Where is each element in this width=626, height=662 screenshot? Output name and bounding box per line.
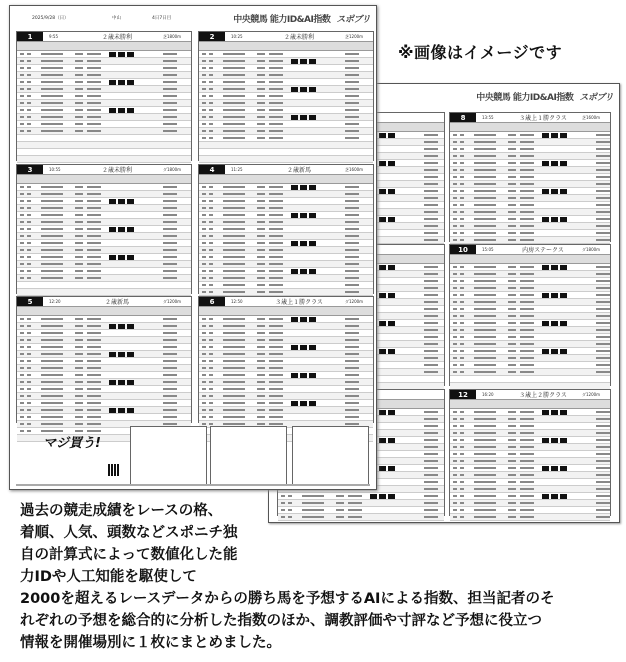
table-row: [199, 400, 373, 407]
table-header: [199, 41, 373, 51]
brand-logo: スポブリ: [336, 14, 370, 25]
description-body: [20, 588, 620, 654]
table-row: [17, 51, 191, 58]
table-row: [199, 156, 373, 163]
table-row: [17, 212, 191, 219]
table-row: [17, 219, 191, 226]
race-rows: [199, 51, 373, 177]
pick-box-2: [210, 426, 287, 486]
table-row: [17, 58, 191, 65]
back-sheet-brand: [359, 90, 613, 103]
table-row: [199, 254, 373, 261]
race-class: ３歳上２勝クラス: [519, 392, 567, 399]
table-row: [17, 386, 191, 393]
race-number: 1: [17, 32, 43, 41]
race-number: 4: [199, 165, 225, 174]
table-row: [199, 365, 373, 372]
table-row: [450, 500, 610, 507]
table-row: [199, 386, 373, 393]
table-header: [199, 306, 373, 316]
table-row: [450, 334, 610, 341]
race-number: 5: [17, 297, 43, 306]
table-row: [199, 205, 373, 212]
race-time: 10:25: [231, 34, 243, 39]
table-row: [17, 93, 191, 100]
race-number: 12: [450, 390, 476, 399]
table-row: [450, 181, 610, 188]
race-class: ２歳未勝利: [283, 34, 314, 41]
table-row: [450, 444, 610, 451]
race-class: ２歳未勝利: [101, 167, 132, 174]
table-row: [450, 271, 610, 278]
table-row: [450, 306, 610, 313]
table-row: [199, 212, 373, 219]
table-row: [17, 135, 191, 142]
table-row: [199, 72, 373, 79]
table-row: [199, 219, 373, 226]
table-row: [450, 437, 610, 444]
table-row: [199, 323, 373, 330]
front-sheet-header: [16, 10, 370, 26]
table-row: [199, 414, 373, 421]
race-number: 3: [17, 165, 43, 174]
table-row: [450, 195, 610, 202]
table-row: [199, 344, 373, 351]
table-row: [278, 514, 444, 521]
description-intro: [20, 500, 260, 588]
race-card-5: [16, 296, 192, 423]
race-card-6: [198, 296, 374, 423]
race-distance: ダ1800m: [163, 166, 182, 172]
promo-title: マジ買う!: [43, 436, 101, 451]
race-time: 9:55: [49, 34, 58, 39]
table-row: [199, 114, 373, 121]
intro-line: 過去の競走成績をレースの格、: [20, 503, 223, 519]
table-row: [199, 198, 373, 205]
intro-line: 力IDや人工知能を駆使して: [20, 569, 197, 585]
table-row: [199, 191, 373, 198]
race-card-2: [198, 31, 374, 161]
table-header: [450, 254, 610, 264]
race-distance: ダ1200m: [582, 391, 601, 397]
table-row: [199, 121, 373, 128]
table-row: [199, 86, 373, 93]
race-time: 11:25: [231, 167, 243, 172]
table-row: [17, 323, 191, 330]
race-time: 15:05: [482, 247, 494, 252]
race-distance: 芝1200m: [345, 33, 364, 39]
intro-line: 着順、人気、頭数などスポニチ独: [20, 525, 238, 541]
table-row: [450, 341, 610, 348]
table-row: [199, 351, 373, 358]
table-row: [450, 292, 610, 299]
race-distance: 芝1600m: [345, 166, 364, 172]
table-row: [450, 458, 610, 465]
table-row: [450, 223, 610, 230]
table-row: [199, 379, 373, 386]
table-row: [450, 472, 610, 479]
table-row: [199, 372, 373, 379]
table-row: [199, 247, 373, 254]
table-row: [450, 313, 610, 320]
table-row: [450, 230, 610, 237]
table-row: [17, 372, 191, 379]
race-rows: [450, 264, 610, 404]
table-row: [17, 407, 191, 414]
table-row: [450, 209, 610, 216]
table-header: [199, 174, 373, 184]
table-row: [199, 93, 373, 100]
table-row: [199, 233, 373, 240]
table-row: [17, 226, 191, 233]
race-time: 10:55: [49, 167, 61, 172]
promo-subtitle: [18, 424, 126, 428]
table-row: [278, 493, 444, 500]
table-row: [450, 278, 610, 285]
table-row: [17, 86, 191, 93]
table-row: [450, 153, 610, 160]
table-row: [450, 486, 610, 493]
race-class: ３歳上１勝クラス: [519, 115, 567, 122]
table-row: [17, 282, 191, 289]
race-number: 6: [199, 297, 225, 306]
table-row: [450, 139, 610, 146]
table-row: [450, 174, 610, 181]
table-row: [450, 369, 610, 376]
table-row: [17, 128, 191, 135]
table-row: [17, 72, 191, 79]
table-row: [450, 465, 610, 472]
promo-block: [18, 424, 126, 482]
table-row: [17, 247, 191, 254]
table-row: [17, 198, 191, 205]
table-row: [199, 51, 373, 58]
table-row: [450, 348, 610, 355]
body-line: 2000を超えるレースデータからの勝ち馬を予想するAIによる指数、担当記者のそ: [20, 591, 555, 607]
brand-logo: スポブリ: [579, 92, 613, 103]
table-row: [17, 393, 191, 400]
race-class: 内房ステークス: [522, 247, 564, 254]
table-row: [450, 423, 610, 430]
table-row: [17, 114, 191, 121]
table-row: [450, 514, 610, 521]
race-rows: [199, 316, 373, 442]
qr-code-icon: [108, 464, 120, 476]
race-distance: ダ1800m: [582, 246, 601, 252]
table-row: [199, 268, 373, 275]
intro-line: 自の計算式によって数値化した能: [20, 547, 238, 563]
table-row: [17, 149, 191, 156]
table-row: [17, 261, 191, 268]
table-row: [450, 188, 610, 195]
table-row: [17, 233, 191, 240]
table-row: [450, 521, 610, 523]
table-row: [199, 79, 373, 86]
race-time: 12:50: [231, 299, 243, 304]
table-row: [199, 135, 373, 142]
table-row: [17, 400, 191, 407]
pick-box-1: [130, 426, 207, 486]
table-row: [17, 316, 191, 323]
table-row: [450, 285, 610, 292]
table-row: [199, 107, 373, 114]
table-row: [17, 414, 191, 421]
table-row: [199, 289, 373, 296]
race-card-10: [449, 244, 611, 386]
table-row: [17, 254, 191, 261]
table-row: [17, 100, 191, 107]
race-number: 2: [199, 32, 225, 41]
table-row: [199, 128, 373, 135]
table-row: [17, 268, 191, 275]
table-row: [17, 79, 191, 86]
table-row: [450, 132, 610, 139]
race-distance: ダ1200m: [345, 298, 364, 304]
race-rows: [450, 132, 610, 258]
table-row: [450, 376, 610, 383]
table-row: [450, 160, 610, 167]
table-row: [17, 121, 191, 128]
race-class: ２歳新馬: [104, 299, 129, 306]
table-row: [450, 146, 610, 153]
table-row: [450, 493, 610, 500]
race-rows: [17, 184, 191, 310]
table-row: [17, 240, 191, 247]
table-header: [450, 399, 610, 409]
table-row: [199, 358, 373, 365]
table-row: [450, 507, 610, 514]
table-row: [450, 264, 610, 271]
brand-title: 中央競馬 能力ID&AI指数: [476, 92, 574, 103]
table-row: [278, 500, 444, 507]
table-row: [17, 205, 191, 212]
brand-title: 中央競馬 能力ID&AI指数: [233, 14, 331, 25]
table-row: [278, 521, 444, 523]
table-header: [17, 174, 191, 184]
body-line: れぞれの予想を総合的に分析した指数のほか、調教評価や寸評など予想に役立つ: [20, 613, 542, 629]
race-time: 13:55: [482, 115, 494, 120]
table-row: [17, 344, 191, 351]
table-row: [199, 275, 373, 282]
race-card-12: [449, 389, 611, 516]
table-row: [17, 337, 191, 344]
table-row: [17, 65, 191, 72]
race-time: 16:20: [482, 392, 494, 397]
table-row: [17, 365, 191, 372]
table-row: [17, 142, 191, 149]
race-rows: [450, 409, 610, 523]
table-row: [450, 430, 610, 437]
table-row: [199, 184, 373, 191]
race-distance: ダ1200m: [163, 298, 182, 304]
footer-note: [16, 484, 370, 486]
table-row: [199, 261, 373, 268]
race-card-1: [16, 31, 192, 161]
table-header: [17, 306, 191, 316]
front-sheet-brand: [202, 12, 370, 25]
race-card-8: [449, 112, 611, 242]
table-row: [450, 355, 610, 362]
race-rows: [199, 184, 373, 310]
race-rows: [17, 51, 191, 177]
table-row: [450, 299, 610, 306]
table-row: [450, 320, 610, 327]
race-class: ２歳新馬: [286, 167, 311, 174]
race-distance: 芝1600m: [582, 114, 601, 120]
table-row: [17, 184, 191, 191]
table-header: [450, 122, 610, 132]
table-row: [199, 100, 373, 107]
table-row: [450, 327, 610, 334]
race-time: 12:20: [49, 299, 61, 304]
race-day: 4日7日目: [152, 16, 172, 21]
table-row: [199, 226, 373, 233]
race-venue: 中山: [112, 16, 121, 21]
table-header: [17, 41, 191, 51]
table-row: [199, 407, 373, 414]
race-number: 8: [450, 113, 476, 122]
table-row: [199, 149, 373, 156]
table-row: [450, 409, 610, 416]
race-class: ２歳未勝利: [101, 34, 132, 41]
table-row: [17, 156, 191, 163]
race-date: 2025/9/28（日）: [32, 16, 69, 21]
table-row: [450, 416, 610, 423]
race-distance: 芝1800m: [163, 33, 182, 39]
race-card-4: [198, 164, 374, 294]
table-row: [450, 362, 610, 369]
table-row: [199, 240, 373, 247]
table-row: [450, 216, 610, 223]
table-row: [199, 337, 373, 344]
table-row: [199, 282, 373, 289]
table-row: [17, 358, 191, 365]
table-row: [450, 451, 610, 458]
table-row: [17, 379, 191, 386]
table-row: [17, 330, 191, 337]
table-row: [199, 330, 373, 337]
pick-box-3: [292, 426, 369, 486]
race-class: ３歳上１勝クラス: [275, 299, 323, 306]
table-row: [199, 58, 373, 65]
table-row: [199, 316, 373, 323]
race-number: 10: [450, 245, 476, 254]
table-row: [199, 65, 373, 72]
table-row: [17, 351, 191, 358]
table-row: [17, 289, 191, 296]
table-row: [450, 167, 610, 174]
table-row: [450, 479, 610, 486]
table-row: [17, 107, 191, 114]
table-row: [450, 202, 610, 209]
front-sheet: [9, 5, 377, 490]
table-row: [199, 393, 373, 400]
table-row: [450, 237, 610, 244]
table-row: [17, 191, 191, 198]
image-disclaimer-caption: ※画像はイメージです: [398, 43, 563, 62]
table-row: [199, 142, 373, 149]
race-card-3: [16, 164, 192, 294]
table-row: [278, 507, 444, 514]
body-line: 情報を開催場別に１枚にまとめました。: [20, 635, 281, 651]
table-row: [17, 275, 191, 282]
